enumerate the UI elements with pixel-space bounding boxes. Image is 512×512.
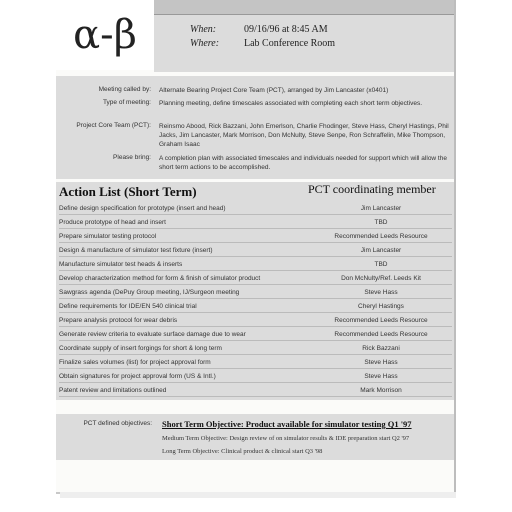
- table-row: [59, 372, 452, 383]
- info-label: Project Core Team (PCT):: [76, 122, 151, 129]
- action-list-header: [56, 182, 454, 200]
- long-term-objective: Long Term Objective: Clinical product & clinical start Q3 '98: [162, 448, 323, 455]
- owner-cell: Jim Lancaster: [360, 205, 402, 212]
- owner-cell: Steve Hass: [364, 359, 398, 366]
- table-row: [59, 344, 452, 355]
- info-value: A completion plan with associated timescales and individuals needed for support which will allow the short term actions to be accomplished.: [159, 155, 447, 171]
- task-cell: Define design specification for prototype (insert and head): [59, 205, 226, 212]
- header: [56, 0, 454, 72]
- info-label: Please bring:: [113, 154, 151, 161]
- task-cell: Finalize sales volumes (list) for project approval form: [59, 359, 211, 366]
- objectives-section: [56, 414, 454, 460]
- info-label: Meeting called by:: [98, 86, 151, 93]
- alpha-beta-logo: α-β: [56, 0, 154, 70]
- owner-cell: Recommended Leeds Resource: [334, 331, 428, 338]
- owner-cell: Jim Lancaster: [360, 247, 402, 254]
- table-row: [59, 330, 452, 341]
- owner-cell: TBD: [374, 219, 388, 226]
- info-value: Reinsmo Abood, Rick Bazzani, John Emerlson, Charlie Fhodinger, Steve Hass, Cheryl Hastings, Phil Jacks, Jim Lancaster, Mark Morrison, Don McNulty, Steve Senpe, Ron Schraffelin, Mike Thompson, Graham Isaac: [159, 123, 449, 148]
- task-cell: Define requirements for IDE/EN 540 clinical trial: [59, 303, 197, 310]
- where-value: Lab Conference Room: [244, 38, 336, 49]
- owner-cell: Rick Bazzani: [362, 345, 400, 352]
- meeting-info: [56, 76, 454, 179]
- owner-cell: Mark Morrison: [360, 387, 402, 394]
- info-value: Alternate Bearing Project Core Team (PCT), arranged by Jim Lancaster (x0401): [159, 87, 389, 94]
- table-row: [59, 204, 452, 215]
- owner-column-header: PCT coordinating member: [308, 182, 436, 196]
- table-row: [59, 218, 452, 229]
- meeting-details: [154, 0, 454, 72]
- task-cell: Patent review and limitations outlined: [59, 387, 167, 394]
- owner-cell: Don McNulty/Ref. Leeds Kit: [341, 275, 421, 282]
- task-cell: Coordinate supply of insert forgings for short & long term: [59, 345, 222, 352]
- short-term-objective: Short Term Objective: Product available for simulator testing Q1 '97: [162, 419, 412, 429]
- owner-cell: Cheryl Hastings: [358, 303, 404, 310]
- owner-cell: TBD: [374, 261, 388, 268]
- info-label: Type of meeting:: [102, 99, 151, 106]
- task-cell: Obtain signatures for project approval form (US & Intl.): [59, 373, 216, 380]
- medium-term-objective: Medium Term Objective: Design review of on simulator results & IDE preparation start Q2 '97: [162, 435, 410, 442]
- owner-cell: Steve Hass: [364, 373, 398, 380]
- table-row: [59, 260, 452, 271]
- objectives-label: PCT defined objectives:: [83, 420, 152, 427]
- owner-cell: Steve Hass: [364, 289, 398, 296]
- task-cell: Generate review criteria to evaluate surface damage due to wear: [59, 331, 246, 338]
- table-row: [59, 288, 452, 299]
- task-cell: Develop characterization method for form & finish of simulator product: [59, 275, 261, 282]
- when-label: When:: [190, 24, 217, 35]
- action-list-section: [56, 182, 454, 400]
- table-row: [59, 316, 452, 327]
- info-value: Planning meeting, define timescales associated with completing each short term objectives.: [159, 100, 423, 107]
- owner-cell: Recommended Leeds Resource: [334, 317, 428, 324]
- table-row: [59, 302, 452, 313]
- action-list-title: Action List (Short Term): [59, 184, 197, 199]
- table-row: [59, 358, 452, 369]
- table-row: [59, 274, 452, 285]
- title-bar: [154, 0, 454, 15]
- task-cell: Design & manufacture of simulator test fixture (insert): [59, 247, 213, 254]
- task-cell: Produce prototype of head and insert: [59, 219, 166, 226]
- page-shadow: [60, 492, 456, 498]
- owner-cell: Recommended Leeds Resource: [334, 233, 428, 240]
- table-row: [59, 246, 452, 257]
- meeting-agenda-page: [56, 0, 456, 494]
- table-row: [59, 232, 452, 243]
- task-cell: Prepare simulator testing protocol: [59, 233, 157, 240]
- task-cell: Prepare analysis protocol for wear debris: [59, 317, 178, 324]
- table-row: [59, 386, 452, 397]
- where-label: Where:: [190, 38, 220, 49]
- when-value: 09/16/96 at 8:45 AM: [244, 24, 328, 35]
- task-cell: Sawgrass agenda (DePuy Group meeting, IJ/Surgeon meeting: [59, 289, 240, 296]
- task-cell: Manufacture simulator test heads & inserts: [59, 261, 183, 268]
